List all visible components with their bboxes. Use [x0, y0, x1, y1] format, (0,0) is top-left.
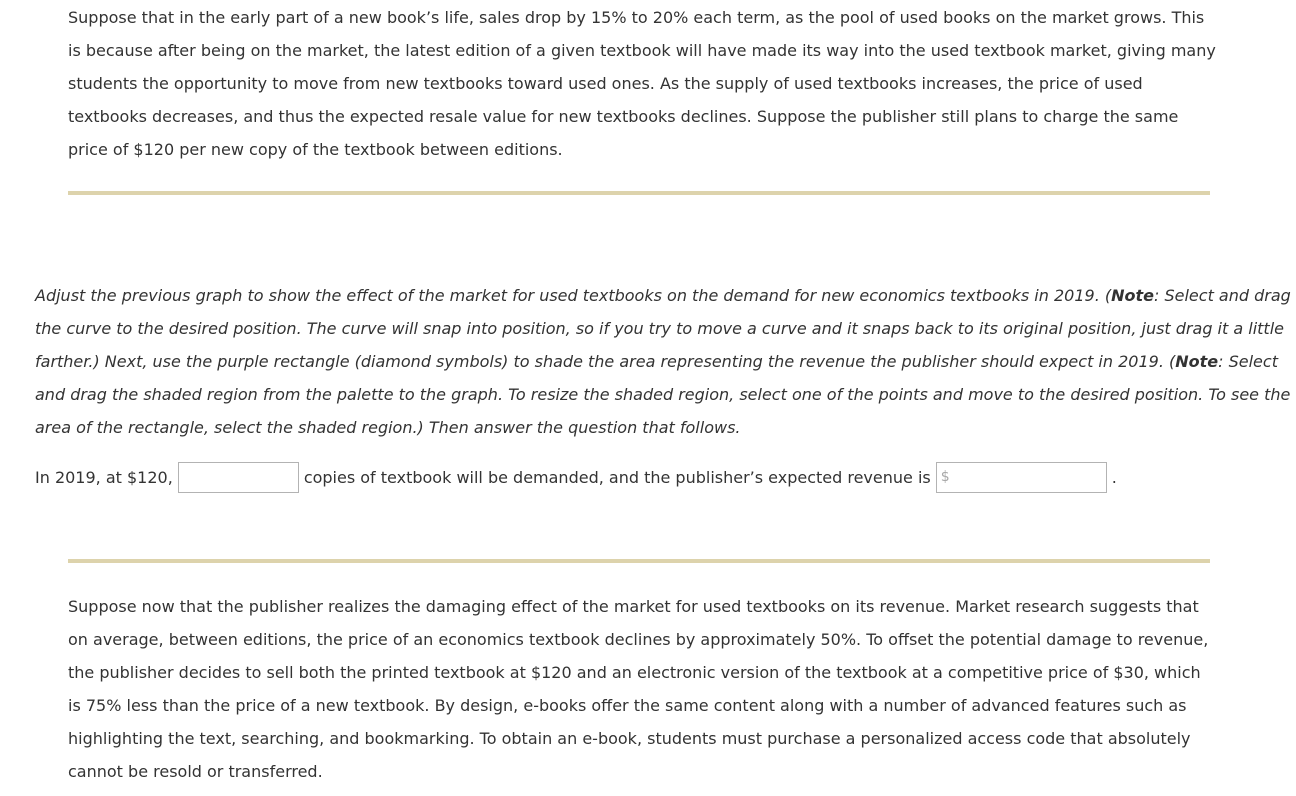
dollar-sign-icon: $ [940, 469, 950, 485]
question-suffix: . [1111, 467, 1117, 487]
instructions-text-2: : Select and drag the curve to the desired position. The curve will snap into position, so if you try to move a curve and it snaps back to its original position, just drag it a little farther.) Next, use the purple rectangle (diamond symbols) to shade the area representing the revenue the publisher should expect in 2019. ( [35, 286, 1291, 371]
copies-demanded-input[interactable] [178, 462, 299, 493]
followup-paragraph: Suppose now that the publisher realizes the damaging effect of the market for used textbooks on its revenue. Market research suggests that on average, between editions, the price of an economics textbook declines by approximately 50%. To offset the potential damage to revenue, the publisher decides to sell both the printed textbook at $120 and an electronic version of the textbook at a competitive price of $30, which is 75% less than the price of a new textbook. By design, e-books offer the same content along with a number of advanced features such as highlighting the text, searching, and bookmarking. To obtain an e-book, students must purchase a personalized access code that absolutely cannot be resold or transferred. [68, 597, 1209, 781]
question-middle: copies of textbook will be demanded, and the publisher’s expected revenue is [303, 467, 931, 487]
instructions-text-1: Adjust the previous graph to show the effect of the market for used textbooks on the demand for new economics textbooks in 2019. ( [35, 286, 1112, 305]
instructions-paragraph [35, 279, 1293, 444]
note-label: Note [1111, 286, 1154, 305]
expected-revenue-input[interactable] [950, 464, 1148, 491]
section-divider [68, 191, 1210, 195]
revenue-input-box[interactable] [936, 462, 1107, 493]
question-prefix: In 2019, at $120, [35, 467, 173, 487]
instructions-text-3: : Select and drag the shaded region from the palette to the graph. To resize the shaded region, select one of the points and move to the desired position. To see the area of the rectangle, select the shaded region.) Then answer the question that follows. [35, 352, 1291, 437]
note-label: Note [1175, 352, 1219, 371]
intro-paragraph: Suppose that in the early part of a new book’s life, sales drop by 15% to 20% each term, as the pool of used books on the market grows. This is because after being on the market, the latest edition of a given textbook will have made its way into the used textbook market, giving many students the opportunity to move from new textbooks toward used ones. As the supply of used textbooks increases, the price of used textbooks decreases, and thus the expected resale value for new textbooks declines. Suppose the publisher still plans to charge the same price of $120 per new copy of the textbook between editions. [68, 8, 1216, 159]
answer-question-line [35, 461, 1285, 493]
section-divider [68, 559, 1210, 563]
